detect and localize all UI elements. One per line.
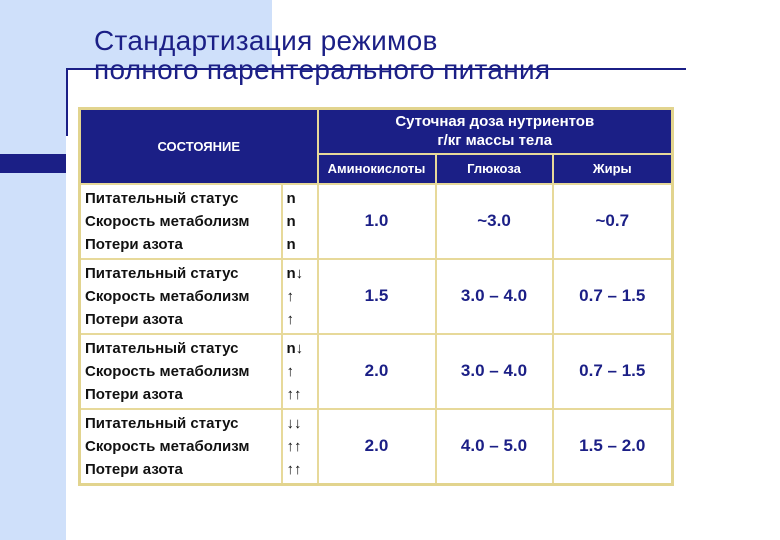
label-nitrogen-loss: Потери азота	[85, 235, 183, 253]
state-labels	[80, 184, 282, 259]
table-row	[80, 409, 673, 485]
label-metabolic-rate: Скорость метаболизм	[85, 437, 250, 455]
table-row	[80, 259, 673, 334]
state-labels	[80, 409, 282, 485]
column-header-fats: Жиры	[553, 154, 673, 184]
side-decor-panel	[0, 0, 66, 540]
dose-header-line-1: Суточная доза нутриентов	[395, 113, 595, 131]
state-indicators	[282, 184, 318, 259]
column-header-amino: Аминокислоты	[318, 154, 436, 184]
page-title	[94, 26, 550, 84]
glucose-value: ~3.0	[436, 184, 553, 259]
state-labels	[80, 259, 282, 334]
state-header: СОСТОЯНИЕ	[80, 109, 318, 184]
indicator-metabolic-rate: ↑↑	[286, 437, 302, 455]
state-indicators	[282, 259, 318, 334]
label-metabolic-rate: Скорость метаболизм	[85, 362, 250, 380]
indicator-nutritional-status: ↓↓	[286, 414, 302, 432]
amino-value: 2.0	[318, 334, 436, 409]
amino-value: 2.0	[318, 409, 436, 485]
state-indicators	[282, 334, 318, 409]
label-nutritional-status: Питательный статус	[85, 189, 239, 207]
indicator-metabolic-rate: ↑	[286, 287, 294, 305]
glucose-value: 4.0 – 5.0	[436, 409, 553, 485]
dose-header	[318, 109, 673, 154]
amino-value: 1.0	[318, 184, 436, 259]
label-metabolic-rate: Скорость метаболизм	[85, 212, 250, 230]
label-metabolic-rate: Скорость метаболизм	[85, 287, 250, 305]
glucose-value: 3.0 – 4.0	[436, 259, 553, 334]
indicator-nutritional-status: n↓	[286, 339, 304, 357]
fats-value: 0.7 – 1.5	[553, 259, 673, 334]
table-row	[80, 334, 673, 409]
nutrient-dose-table	[78, 107, 674, 486]
fats-value: 0.7 – 1.5	[553, 334, 673, 409]
glucose-value: 3.0 – 4.0	[436, 334, 553, 409]
label-nutritional-status: Питательный статус	[85, 414, 239, 432]
side-accent-bar	[0, 154, 66, 173]
column-header-glucose: Глюкоза	[436, 154, 553, 184]
label-nutritional-status: Питательный статус	[85, 264, 239, 282]
indicator-nitrogen-loss: ↑↑	[286, 460, 302, 478]
fats-value: ~0.7	[553, 184, 673, 259]
indicator-metabolic-rate: ↑	[286, 362, 294, 380]
amino-value: 1.5	[318, 259, 436, 334]
title-rule-vertical	[66, 68, 68, 136]
indicator-nutritional-status: n↓	[286, 264, 304, 282]
indicator-nitrogen-loss: ↑	[286, 310, 294, 328]
indicator-metabolic-rate: n	[286, 212, 296, 230]
dose-header-line-2: г/кг массы тела	[437, 132, 553, 150]
indicator-nitrogen-loss: n	[286, 235, 296, 253]
label-nitrogen-loss: Потери азота	[85, 310, 183, 328]
state-indicators	[282, 409, 318, 485]
title-line-1: Стандартизация режимов	[94, 25, 438, 56]
label-nutritional-status: Питательный статус	[85, 339, 239, 357]
indicator-nitrogen-loss: ↑↑	[286, 385, 302, 403]
label-nitrogen-loss: Потери азота	[85, 460, 183, 478]
title-line-2: полного парентерального питания	[94, 54, 551, 85]
label-nitrogen-loss: Потери азота	[85, 385, 183, 403]
indicator-nutritional-status: n	[286, 189, 296, 207]
fats-value: 1.5 – 2.0	[553, 409, 673, 485]
state-labels	[80, 334, 282, 409]
table-row	[80, 184, 673, 259]
